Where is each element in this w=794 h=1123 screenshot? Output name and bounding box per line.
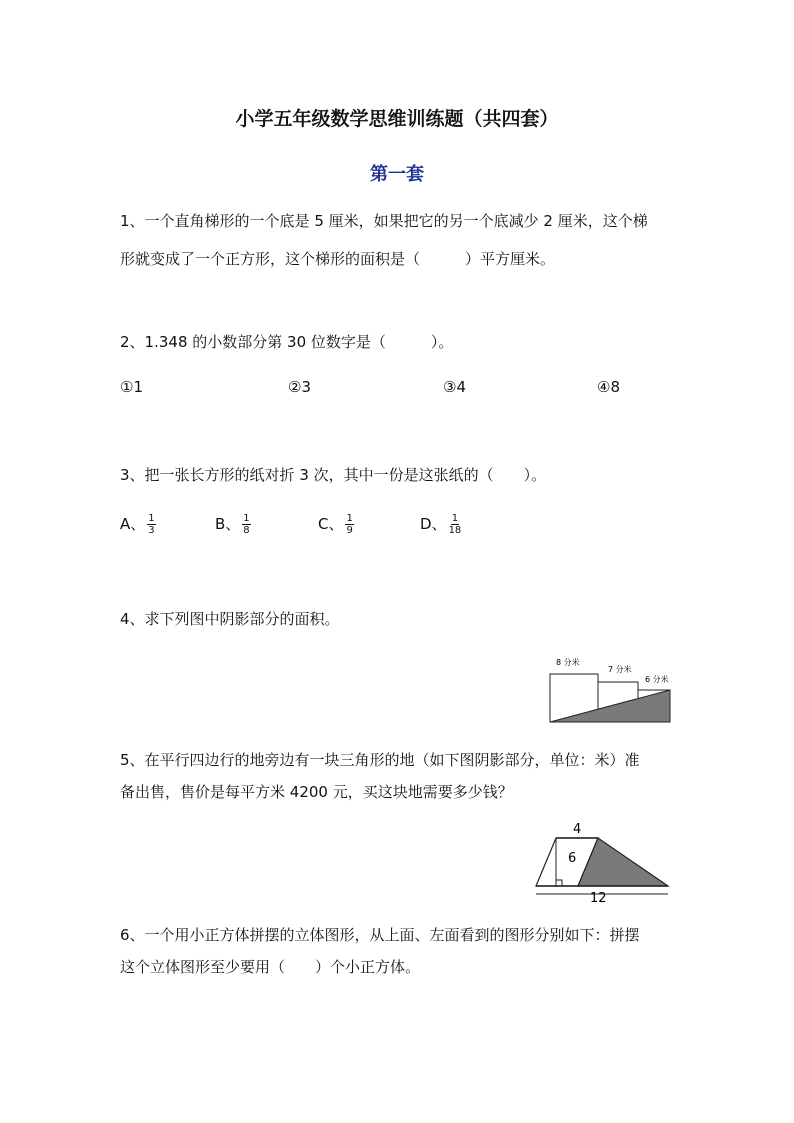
- question-3-option-b: [215, 513, 251, 536]
- question-2-option-1: ①1: [120, 378, 143, 396]
- question-3-option-c: [318, 513, 354, 536]
- question-6-line-1: 6、一个用小正方体拼摆的立体图形，从上面、左面看到的图形分别如下：拼摆: [120, 926, 640, 944]
- label-height: 6: [568, 851, 577, 866]
- numerator: 1: [148, 513, 155, 524]
- question-5-line-2: 备出售，售价是每平方米 4200 元，买这块地需要多少钱？: [120, 783, 513, 801]
- denominator: 9: [346, 525, 353, 536]
- question-2: 2、1.348 的小数部分第 30 位数字是（ ）。: [120, 333, 454, 351]
- question-3-option-d: [420, 513, 461, 536]
- question-3-option-a: [120, 513, 156, 536]
- question-1-line-2: 形就变成了一个正方形，这个梯形的面积是（ ）平方厘米。: [120, 250, 556, 268]
- denominator: 18: [448, 525, 462, 536]
- question-1: [120, 205, 680, 275]
- question-6: [120, 919, 680, 983]
- label-6: 6 分米: [645, 675, 669, 684]
- denominator: 3: [148, 525, 155, 536]
- option-label: C、: [318, 515, 344, 533]
- question-5-figure: [528, 818, 674, 904]
- option-label: A、: [120, 515, 146, 533]
- fraction: [147, 513, 155, 536]
- label-top: 4: [573, 822, 582, 837]
- fraction: [242, 513, 250, 536]
- option-label: B、: [215, 515, 241, 533]
- page-title: 小学五年级数学思维训练题（共四套）: [235, 108, 559, 130]
- label-8: 8 分米: [556, 658, 580, 667]
- question-2-option-2: ②3: [288, 378, 311, 396]
- question-5-line-1: 5、在平行四边行的地旁边有一块三角形的地（如下图阴影部分，单位：米）准: [120, 751, 640, 769]
- fraction: [345, 513, 353, 536]
- question-4-figure: [540, 652, 676, 727]
- question-3: 3、把一张长方形的纸对折 3 次，其中一份是这张纸的（ ）。: [120, 466, 547, 484]
- question-5: [120, 744, 680, 808]
- question-1-line-1: 1、一个直角梯形的一个底是 5 厘米，如果把它的另一个底减少 2 厘米，这个梯: [120, 212, 648, 230]
- question-2-option-4: ④8: [597, 378, 620, 396]
- denominator: 8: [243, 525, 250, 536]
- option-label: D、: [420, 515, 447, 533]
- question-6-line-2: 这个立体图形至少要用（ ）个小正方体。: [120, 958, 421, 976]
- numerator: 1: [243, 513, 250, 524]
- fraction: [449, 513, 462, 536]
- label-7: 7 分米: [608, 665, 632, 674]
- question-2-option-3: ③4: [443, 378, 466, 396]
- question-4: 4、求下列图中阴影部分的面积。: [120, 610, 340, 628]
- numerator: 1: [346, 513, 353, 524]
- section-title: 第一套: [370, 164, 424, 185]
- label-base: 12: [590, 891, 607, 904]
- numerator: 1: [451, 513, 459, 524]
